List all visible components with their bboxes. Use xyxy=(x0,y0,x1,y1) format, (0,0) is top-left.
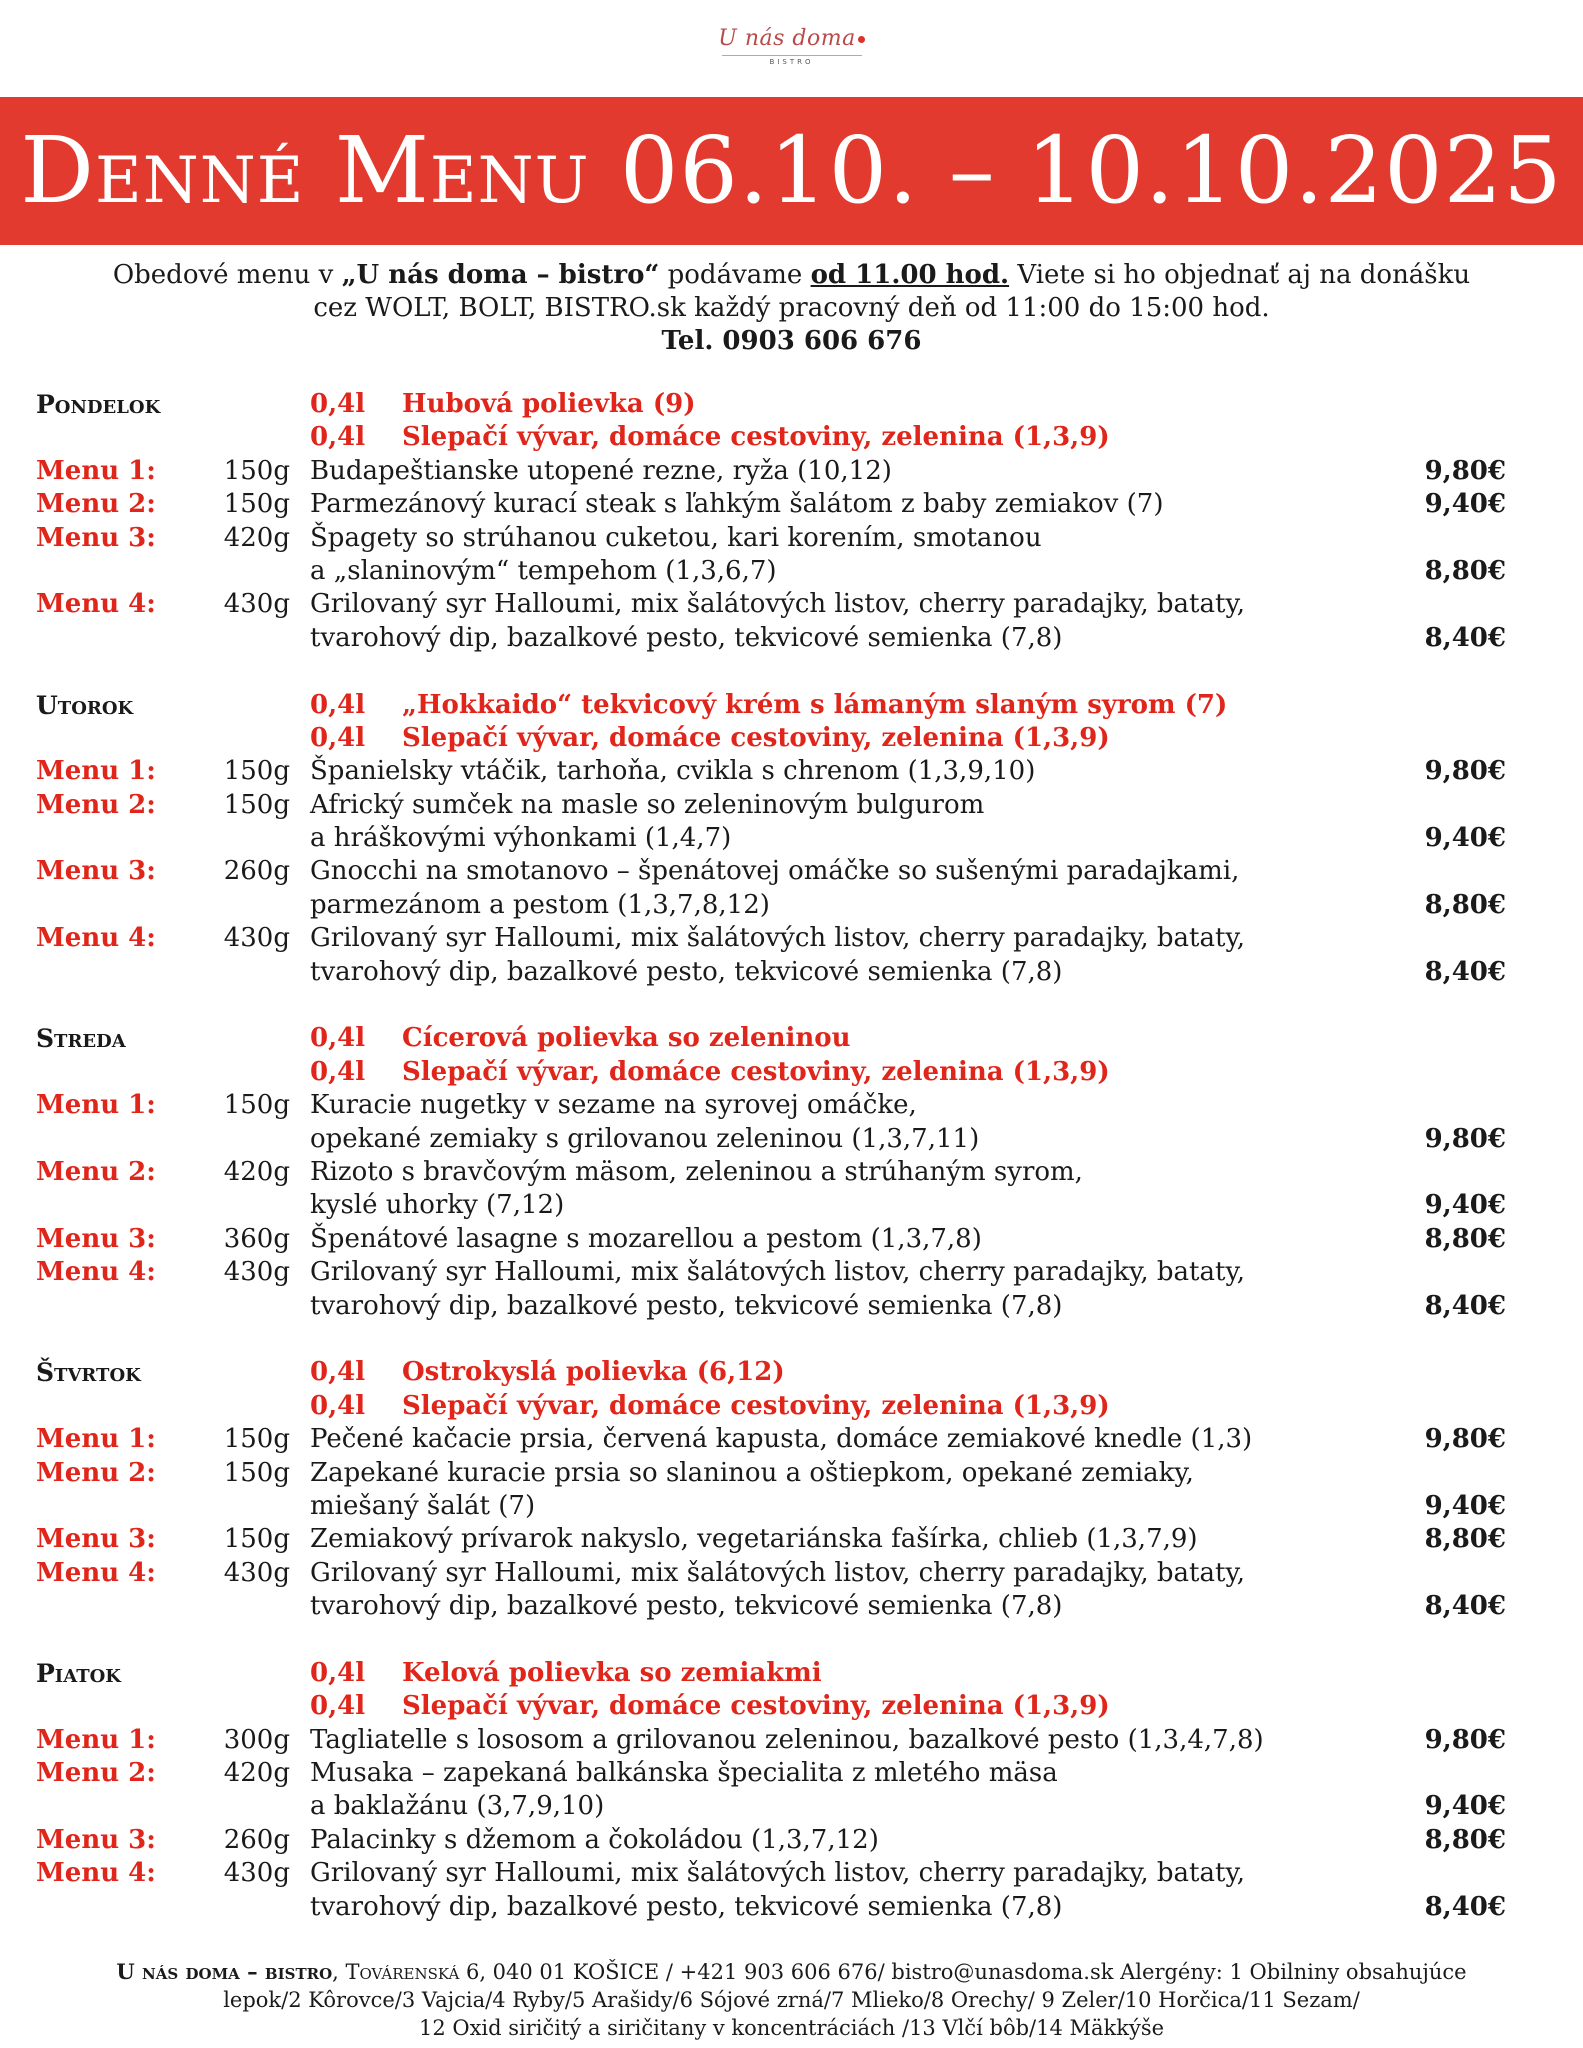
soup-name: Slepačí vývar, domáce cestoviny, zelenina (1,3,9) xyxy=(402,1691,1110,1722)
day-section-4 xyxy=(36,1657,1506,1924)
dish-text: Grilovaný syr Halloumi, mix šalátových listov, cherry paradajky, bataty, xyxy=(310,1858,1245,1889)
soup-row xyxy=(36,722,1506,755)
menu-price: 9,80€ xyxy=(1424,756,1506,787)
soup-row xyxy=(36,1356,1506,1389)
menu-weight: 430g xyxy=(223,1257,290,1288)
menu-row xyxy=(36,588,1506,621)
menu-row-continued xyxy=(36,956,1506,989)
soup xyxy=(310,1022,851,1055)
menu-row xyxy=(36,1857,1506,1890)
menu-price: 8,40€ xyxy=(1424,956,1506,987)
menu-row-continued xyxy=(36,1290,1506,1323)
day-name: Streda xyxy=(36,1024,126,1054)
page-title: Denné Menu 06.10. – 10.10.2025 xyxy=(20,117,1563,224)
menu-row xyxy=(36,789,1506,822)
dish-text: Zapekané kuracie prsia so slaninou a oštiepkom, opekané zemiaky, xyxy=(310,1457,1194,1488)
dish-text: kyslé uhorky (7,12) xyxy=(310,1190,565,1221)
dish-text: Pečené kačacie prsia, červená kapusta, domáce zemiakové knedle (1,3) xyxy=(310,1424,1253,1455)
dish-text: Grilovaný syr Halloumi, mix šalátových listov, cherry paradajky, bataty, xyxy=(310,1557,1245,1588)
soup xyxy=(310,1356,785,1389)
soup-name: „Hokkaido“ tekvicový krém s lámaným slaným syrom (7) xyxy=(402,689,1228,720)
menu-weight: 430g xyxy=(223,1858,290,1889)
soup xyxy=(310,1657,822,1690)
intro-line-2: cez WOLT, BOLT, BISTRO.sk každý pracovný deň od 11:00 do 15:00 hod. xyxy=(313,293,1270,323)
menu-weight: 430g xyxy=(223,589,290,620)
soup xyxy=(310,421,1110,454)
soup-name: Cícerová polievka so zeleninou xyxy=(402,1023,851,1054)
soup-name: Slepačí vývar, domáce cestoviny, zelenina (1,3,9) xyxy=(402,1390,1110,1421)
menu-price: 9,40€ xyxy=(1424,823,1506,854)
dish-text: a hráškovými výhonkami (1,4,7) xyxy=(310,823,732,854)
intro-line-1: Obedové menu v „U nás doma – bistro“ podávame od 11.00 hod. Viete si ho objednať aj na donášku xyxy=(112,260,1471,290)
soup-volume: 0,4l xyxy=(310,1056,366,1087)
soup xyxy=(310,1690,1110,1723)
logo-divider xyxy=(722,55,862,56)
menu-row-continued xyxy=(36,1790,1506,1823)
menu-price: 9,80€ xyxy=(1424,455,1506,486)
day-section-0 xyxy=(36,388,1506,689)
soup-name: Kelová polievka so zemiakmi xyxy=(402,1657,822,1688)
day-spacer xyxy=(36,1323,1506,1356)
dish-text: Grilovaný syr Halloumi, mix šalátových listov, cherry paradajky, bataty, xyxy=(310,1257,1245,1288)
dish-text: opekané zemiaky s grilovanou zeleninou (1,3,7,11) xyxy=(310,1123,980,1154)
soup-volume: 0,4l xyxy=(310,1357,366,1388)
logo-heart-icon xyxy=(858,36,865,43)
menu-label: Menu 3: xyxy=(36,856,156,887)
soup-row xyxy=(36,1056,1506,1089)
day-name: Štvrtok xyxy=(36,1358,141,1388)
dish-text: Gnocchi na smotanovo – špenátovej omáčke so sušenými paradajkami, xyxy=(310,856,1240,887)
menu-price: 8,40€ xyxy=(1424,1290,1506,1321)
dish-text: Špagety so strúhanou cuketou, kari korením, smotanou xyxy=(310,522,1042,553)
menu-row xyxy=(36,922,1506,955)
menu-price: 9,40€ xyxy=(1424,1791,1506,1822)
menu-row xyxy=(36,1156,1506,1189)
menu-weight: 430g xyxy=(223,923,290,954)
footer-line-3: 12 Oxid siričitý a siričitany v koncentráciách /13 Vlčí bôb/14 Mäkkýše xyxy=(418,2016,1165,2040)
dish-text: tvarohový dip, bazalkové pesto, tekvicové semienka (7,8) xyxy=(310,1290,1063,1321)
dish-text: Tagliatelle s lososom a grilovanou zeleninou, bazalkové pesto (1,3,4,7,8) xyxy=(310,1724,1264,1755)
soup-row xyxy=(36,421,1506,454)
soup-name: Slepačí vývar, domáce cestoviny, zelenina (1,3,9) xyxy=(402,422,1110,453)
soup-volume: 0,4l xyxy=(310,1390,366,1421)
logo xyxy=(0,26,1583,66)
menu-label: Menu 2: xyxy=(36,789,156,820)
menu-label: Menu 4: xyxy=(36,1557,156,1588)
menu-row xyxy=(36,755,1506,788)
menu-row xyxy=(36,1457,1506,1490)
menu-weight: 420g xyxy=(223,1156,290,1187)
menu-weight: 150g xyxy=(223,789,290,820)
menu-weight: 150g xyxy=(223,489,290,520)
menu-weight: 260g xyxy=(223,1824,290,1855)
menu-label: Menu 3: xyxy=(36,1223,156,1254)
day-spacer xyxy=(36,1623,1506,1656)
soup-volume: 0,4l xyxy=(310,1023,366,1054)
menu-label: Menu 2: xyxy=(36,489,156,520)
dish-text: tvarohový dip, bazalkové pesto, tekvicové semienka (7,8) xyxy=(310,622,1063,653)
dish-text: Africký sumček na masle so zeleninovým bulgurom xyxy=(310,789,985,820)
dish-text: a „slaninovým“ tempehom (1,3,6,7) xyxy=(310,555,777,586)
soup-volume: 0,4l xyxy=(310,722,366,753)
menu-weight: 420g xyxy=(223,522,290,553)
menu-price: 8,80€ xyxy=(1424,1223,1506,1254)
title-banner xyxy=(0,97,1583,245)
menu-weight: 150g xyxy=(223,1457,290,1488)
menu-price: 8,80€ xyxy=(1424,555,1506,586)
intro-text xyxy=(40,259,1543,358)
soup-name: Slepačí vývar, domáce cestoviny, zelenina (1,3,9) xyxy=(402,722,1110,753)
dish-text: tvarohový dip, bazalkové pesto, tekvicové semienka (7,8) xyxy=(310,956,1063,987)
menu-weight: 150g xyxy=(223,455,290,486)
dish-text: Rizoto s bravčovým mäsom, zeleninou a strúhaným syrom, xyxy=(310,1156,1083,1187)
menu-label: Menu 1: xyxy=(36,756,156,787)
soup-name: Slepačí vývar, domáce cestoviny, zelenina (1,3,9) xyxy=(402,1056,1110,1087)
menu-label: Menu 4: xyxy=(36,589,156,620)
menu-weight: 360g xyxy=(223,1223,290,1254)
menu-weight: 420g xyxy=(223,1758,290,1789)
soup-name: Ostrokyslá polievka (6,12) xyxy=(402,1357,785,1388)
menu-row xyxy=(36,455,1506,488)
dish-text: tvarohový dip, bazalkové pesto, tekvicové semienka (7,8) xyxy=(310,1591,1063,1622)
logo-subtitle: BISTRO xyxy=(769,58,814,66)
menu-price: 9,40€ xyxy=(1424,1190,1506,1221)
menu-row-continued xyxy=(36,889,1506,922)
dish-text: Musaka – zapekaná balkánska špecialita z mletého mäsa xyxy=(310,1758,1058,1789)
menu-label: Menu 3: xyxy=(36,1524,156,1555)
soup-row xyxy=(36,388,1506,421)
menu-label: Menu 3: xyxy=(36,1824,156,1855)
menu-row xyxy=(36,1089,1506,1122)
menu-row xyxy=(36,522,1506,555)
menu-label: Menu 3: xyxy=(36,522,156,553)
dish-text: Zemiakový prívarok nakyslo, vegetariánska fašírka, chlieb (1,3,7,9) xyxy=(310,1524,1198,1555)
menu-row xyxy=(36,1223,1506,1256)
footer xyxy=(40,1958,1543,2042)
menu-row-continued xyxy=(36,1123,1506,1156)
day-spacer xyxy=(36,989,1506,1022)
soup xyxy=(310,689,1227,722)
menu-price: 8,40€ xyxy=(1424,1891,1506,1922)
menu-price: 9,80€ xyxy=(1424,1724,1506,1755)
dish-text: Palacinky s džemom a čokoládou (1,3,7,12) xyxy=(310,1824,879,1855)
soup-name: Hubová polievka (9) xyxy=(402,389,696,419)
menu-row xyxy=(36,1256,1506,1289)
menu-price: 8,40€ xyxy=(1424,1591,1506,1622)
menu-weight: 150g xyxy=(223,756,290,787)
menu-label: Menu 2: xyxy=(36,1457,156,1488)
soup-row xyxy=(36,1390,1506,1423)
menu-label: Menu 4: xyxy=(36,923,156,954)
phone: Tel. 0903 606 676 xyxy=(661,326,922,356)
day-name: Pondelok xyxy=(36,390,161,419)
dish-text: a baklažánu (3,7,9,10) xyxy=(310,1791,605,1822)
soup-row xyxy=(36,1657,1506,1690)
day-section-3 xyxy=(36,1356,1506,1657)
menu-row xyxy=(36,855,1506,888)
menu-price: 9,80€ xyxy=(1424,1424,1506,1455)
day-spacer xyxy=(36,655,1506,688)
menu-row xyxy=(36,1423,1506,1456)
soup-volume: 0,4l xyxy=(310,389,366,419)
dish-text: Budapeštianske utopené rezne, ryža (10,12) xyxy=(310,455,892,486)
menu-row-continued xyxy=(36,555,1506,588)
menu-row xyxy=(36,1557,1506,1590)
dish-text: tvarohový dip, bazalkové pesto, tekvicové semienka (7,8) xyxy=(310,1891,1063,1922)
soup xyxy=(310,1390,1110,1423)
soup-row xyxy=(36,1690,1506,1723)
soup-row xyxy=(36,1022,1506,1055)
dish-text: Španielsky vtáčik, tarhoňa, cvikla s chrenom (1,3,9,10) xyxy=(310,756,1036,787)
footer-bistro-name: U nás doma – bistro xyxy=(116,1959,333,1984)
menu-price: 8,80€ xyxy=(1424,1524,1506,1555)
soup-row xyxy=(36,689,1506,722)
menu-weight: 300g xyxy=(223,1724,290,1755)
menu-price: 9,40€ xyxy=(1424,489,1506,520)
menu-label: Menu 4: xyxy=(36,1858,156,1889)
soup xyxy=(310,388,696,421)
menu-price: 9,40€ xyxy=(1424,1490,1506,1521)
soup-volume: 0,4l xyxy=(310,422,366,453)
menu-weight: 430g xyxy=(223,1557,290,1588)
day-name: Utorok xyxy=(36,690,134,720)
menu-weight: 260g xyxy=(223,856,290,887)
menu-row xyxy=(36,1523,1506,1556)
day-section-2 xyxy=(36,1022,1506,1356)
menu-row xyxy=(36,488,1506,521)
footer-line-1: U nás doma – bistro, Továrenská 6, 040 01 KOŠICE / +421 903 606 676/ bistro@unasdoma.sk Alergény: 1 Obilniny obsahujúce xyxy=(116,1959,1467,1984)
logo-text: U nás doma xyxy=(0,26,1583,51)
opening-time: od 11.00 hod. xyxy=(810,260,1010,290)
menu-row xyxy=(36,1724,1506,1757)
menu-row xyxy=(36,1824,1506,1857)
menu-weight: 150g xyxy=(223,1424,290,1455)
menu-label: Menu 1: xyxy=(36,1424,156,1455)
menu-label: Menu 1: xyxy=(36,1724,156,1755)
menu-label: Menu 2: xyxy=(36,1758,156,1789)
dish-text: parmezánom a pestom (1,3,7,8,12) xyxy=(310,889,770,920)
soup-volume: 0,4l xyxy=(310,689,366,720)
dish-text: Špenátové lasagne s mozarellou a pestom (1,3,7,8) xyxy=(310,1223,982,1254)
dish-text: Grilovaný syr Halloumi, mix šalátových listov, cherry paradajky, bataty, xyxy=(310,589,1245,620)
menu-row-continued xyxy=(36,1590,1506,1623)
soup xyxy=(310,722,1110,755)
menu-price: 8,80€ xyxy=(1424,889,1506,920)
footer-line-2: lepok/2 Kôrovce/3 Vajcia/4 Ryby/5 Arašidy/6 Sójové zrná/7 Mlieko/8 Orechy/ 9 Zeler/10 Horčica/11 Sezam/ xyxy=(223,1988,1360,2012)
soup-volume: 0,4l xyxy=(310,1691,366,1722)
dish-text: Parmezánový kurací steak s ľahkým šalátom z baby zemiakov (7) xyxy=(310,489,1164,520)
bistro-name: „U nás doma – bistro“ xyxy=(341,260,660,290)
menu-price: 8,40€ xyxy=(1424,622,1506,653)
soup-volume: 0,4l xyxy=(310,1657,366,1688)
menu-row-continued xyxy=(36,1891,1506,1924)
weekly-menu xyxy=(36,388,1506,1924)
day-name: Piatok xyxy=(36,1658,121,1688)
menu-label: Menu 2: xyxy=(36,1156,156,1187)
menu-row-continued xyxy=(36,1189,1506,1222)
dish-text: Kuracie nugetky v sezame na syrovej omáčke, xyxy=(310,1090,917,1121)
dish-text: Grilovaný syr Halloumi, mix šalátových listov, cherry paradajky, bataty, xyxy=(310,923,1245,954)
soup xyxy=(310,1056,1110,1089)
menu-label: Menu 1: xyxy=(36,455,156,486)
menu-weight: 150g xyxy=(223,1090,290,1121)
day-section-1 xyxy=(36,689,1506,1023)
menu-row-continued xyxy=(36,1490,1506,1523)
menu-row-continued xyxy=(36,822,1506,855)
menu-row xyxy=(36,1757,1506,1790)
menu-price: 8,80€ xyxy=(1424,1824,1506,1855)
menu-label: Menu 4: xyxy=(36,1257,156,1288)
menu-label: Menu 1: xyxy=(36,1090,156,1121)
menu-row-continued xyxy=(36,622,1506,655)
menu-weight: 150g xyxy=(223,1524,290,1555)
menu-price: 9,80€ xyxy=(1424,1123,1506,1154)
dish-text: miešaný šalát (7) xyxy=(310,1490,536,1521)
